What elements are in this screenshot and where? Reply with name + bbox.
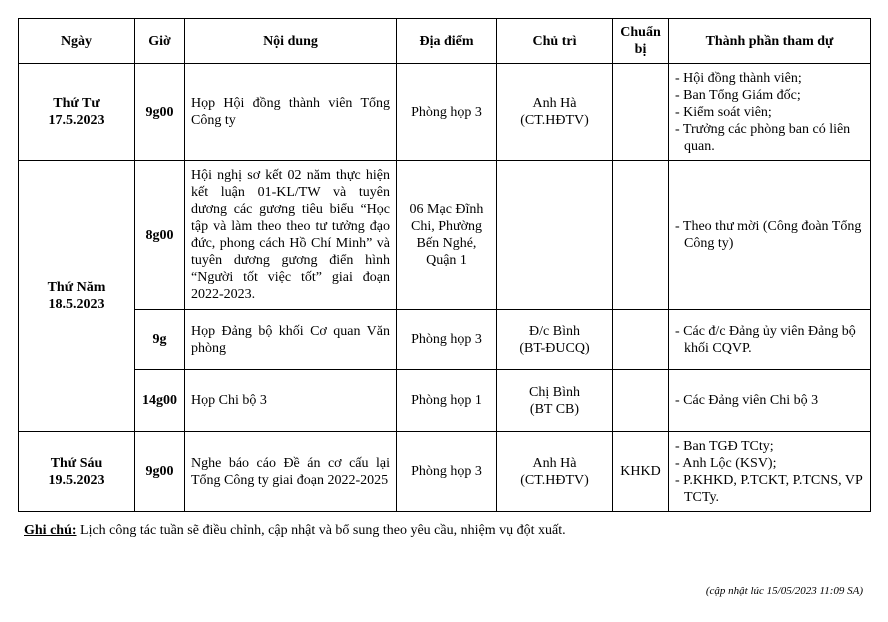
attendee-item: - Ban Tổng Giám đốc; (675, 87, 801, 103)
chair-role: (CT.HĐTV) (520, 472, 589, 488)
chair-cell (497, 370, 613, 432)
header-date: Ngày (19, 19, 135, 64)
day-name: Thứ Năm (47, 280, 106, 295)
prep-cell (613, 161, 669, 310)
time-cell: 14g00 (135, 370, 185, 432)
last-updated: (cập nhật lúc 15/05/2023 11:09 SA) (705, 585, 863, 597)
location-cell: Phòng họp 1 (397, 370, 497, 432)
footnote-text: Lịch công tác tuần sẽ điều chỉnh, cập nhật và bổ sung theo yêu cầu, nhiệm vụ đột xuất. (76, 523, 566, 538)
footnote-label: Ghi chú: (24, 523, 77, 538)
time-cell: 8g00 (135, 161, 185, 310)
header-time: Giờ (135, 19, 185, 64)
prep-cell (613, 64, 669, 161)
table-row (19, 64, 871, 161)
attendee-item: - Trưởng các phòng ban có liên quan. (675, 121, 851, 154)
time-cell: 9g00 (135, 432, 185, 512)
chair-name: Đ/c Bình (529, 323, 580, 339)
table-row (19, 432, 871, 512)
prep-cell (613, 370, 669, 432)
attendees-cell (669, 432, 871, 512)
day-name: Thứ Sáu (50, 455, 103, 471)
chair-name: Chị Bình (529, 384, 580, 400)
table-header-row (19, 19, 871, 64)
chair-cell (497, 64, 613, 161)
location-cell: Phòng họp 3 (397, 310, 497, 370)
content-cell: Họp Đảng bộ khối Cơ quan Văn phòng (185, 310, 397, 370)
prep-cell (613, 310, 669, 370)
content-cell: Hội nghị sơ kết 02 năm thực hiện kết luận 01-KL/TW và tuyên dương các gương tiêu biểu “Học tập và làm theo theo tư tưởng đạo đức, phong cách Hồ Chí Minh” và tuyên dương gương điển hình “Người tốt việc tốt” giai đoạn 2022-2023. (185, 161, 397, 310)
schedule-table (18, 18, 871, 512)
header-chair: Chủ trì (497, 19, 613, 64)
attendees-cell (669, 64, 871, 161)
content-cell: Họp Hội đồng thành viên Tổng Công ty (185, 64, 397, 161)
attendees-cell (669, 310, 871, 370)
day-date: 18.5.2023 (48, 297, 105, 312)
chair-role: (CT.HĐTV) (520, 113, 589, 128)
day-name: Thứ Tư (53, 96, 100, 111)
attendee-item: - Anh Lộc (KSV); (675, 455, 777, 471)
chair-name: Anh Hà (532, 455, 577, 471)
chair-cell (497, 432, 613, 512)
attendee-item: - P.KHKD, P.TCKT, P.TCNS, VP TCTy. (675, 472, 863, 505)
attendee-item: - Theo thư mời (Công đoàn Tổng Công ty) (675, 219, 862, 251)
day-cell (19, 64, 135, 161)
header-location: Địa điểm (397, 19, 497, 64)
attendee-item: - Kiểm soát viên; (675, 104, 772, 120)
header-attendees: Thành phần tham dự (669, 19, 871, 64)
content-cell: Nghe báo cáo Đề án cơ cấu lại Tổng Công ty giai đoạn 2022-2025 (185, 432, 397, 512)
attendee-item: - Hội đồng thành viên; (675, 70, 802, 86)
location-cell: Phòng họp 3 (397, 432, 497, 512)
attendees-cell (669, 161, 871, 310)
table-row (19, 370, 871, 432)
location-cell: 06 Mạc Đĩnh Chi, Phường Bến Nghé, Quận 1 (397, 161, 497, 310)
header-content: Nội dung (185, 19, 397, 64)
content-cell: Họp Chi bộ 3 (185, 370, 397, 432)
chair-cell (497, 161, 613, 310)
day-date: 19.5.2023 (48, 472, 105, 488)
table-row (19, 310, 871, 370)
chair-name: Anh Hà (532, 96, 577, 111)
footnote (24, 523, 566, 539)
header-prep: Chuẩn bị (613, 19, 669, 64)
day-cell (19, 161, 135, 432)
time-cell: 9g (135, 310, 185, 370)
table-row (19, 161, 871, 310)
chair-role: (BT-ĐUCQ) (519, 340, 590, 356)
attendee-item: - Các Đảng viên Chi bộ 3 (675, 393, 819, 408)
prep-cell: KHKD (613, 432, 669, 512)
attendees-cell (669, 370, 871, 432)
attendee-item: - Các đ/c Đảng ủy viên Đảng bộ khối CQVP. (675, 323, 856, 356)
chair-cell (497, 310, 613, 370)
chair-role: (BT CB) (529, 401, 580, 417)
day-date: 17.5.2023 (48, 113, 105, 128)
day-cell (19, 432, 135, 512)
attendee-item: - Ban TGĐ TCty; (675, 438, 774, 454)
time-cell: 9g00 (135, 64, 185, 161)
location-cell: Phòng họp 3 (397, 64, 497, 161)
